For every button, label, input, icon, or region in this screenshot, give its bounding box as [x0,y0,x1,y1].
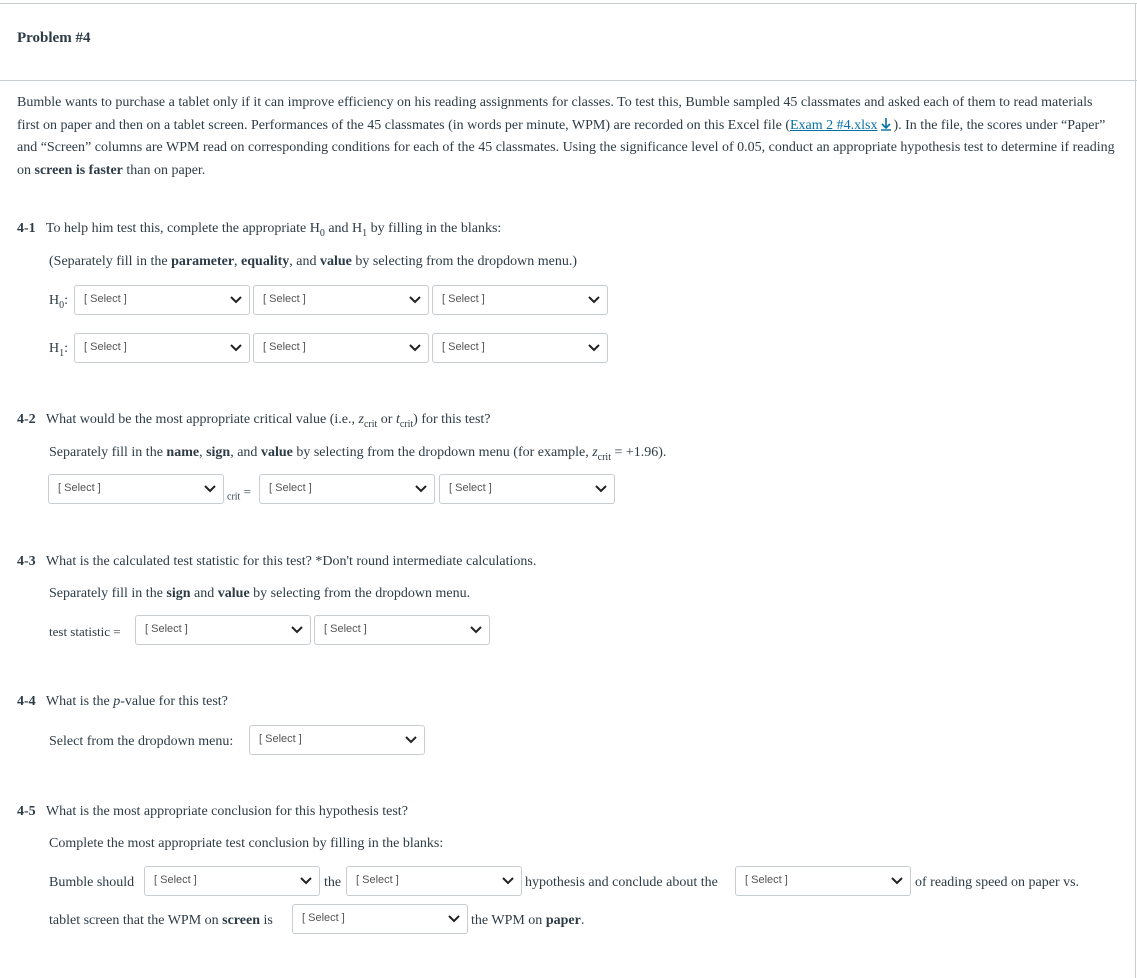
q3-instr-c: by selecting from the dropdown menu. [249,586,471,601]
header-divider [0,80,1137,81]
select-placeholder: [ Select ] [442,341,485,353]
select-placeholder: [ Select ] [442,293,485,305]
chevron-down-icon [230,344,242,352]
hypothesis-select[interactable] [346,866,522,896]
chevron-down-icon [588,296,600,304]
problem-title: Problem #4 [17,30,91,46]
crit-sign-select[interactable] [259,474,435,504]
select-placeholder: [ Select ] [269,482,312,494]
h1-letter: H [49,341,60,356]
q1-instr-sep2: , and [289,254,320,269]
chevron-down-icon [409,344,421,352]
q5-text-5a: tablet screen that the WPM on [49,913,223,928]
q3-text: What is the calculated test statistic for this test? *Don't round intermediate calculations. [45,554,537,569]
intro-bold: screen is faster [34,162,123,178]
q4-instructions: Select from the dropdown menu: [49,734,234,749]
q5-prompt [17,804,408,820]
q1-number: 4-1 [17,221,36,236]
q1-instr-c: by selecting from the dropdown menu.) [351,254,578,269]
select-placeholder: [ Select ] [84,341,127,353]
q4-text-a: What is the [45,694,114,709]
h0-label [49,293,68,311]
select-placeholder: [ Select ] [745,874,788,886]
q5-text-3: hypothesis and conclude about the [525,875,718,890]
q2-t: t [395,412,400,427]
chevron-down-icon [448,915,460,923]
intro-text-1: Bumble wants to purchase a tablet only if it can improve efficiency on his reading assignments for classes. To test this, Bumble sampled 45 classmates and asked each of them to read materials first on paper and then on a tablet screen. Performances of the 45 classmates (in words per minute, WPM) are recorded on this Excel file ( [17,95,1093,133]
crit-value-select[interactable] [439,474,615,504]
q3-prompt [17,554,536,570]
chevron-down-icon [502,877,514,885]
chevron-down-icon [291,626,303,634]
chevron-down-icon [470,626,482,634]
q2-example-z: z [592,445,598,460]
q1-instr-a: (Separately fill in the [49,254,172,269]
select-placeholder: [ Select ] [154,874,197,886]
q5-text-5c: is [259,913,273,928]
select-placeholder: [ Select ] [58,482,101,494]
intro-text-3: than on paper. [122,162,206,178]
q2-z: z [358,412,364,427]
q1-instr-parameter: parameter [171,254,235,269]
q5-number: 4-5 [17,804,36,819]
q5-text-6-paper: paper [545,913,581,928]
q3-instr-sep: and [190,586,218,601]
select-placeholder: [ Select ] [259,733,302,745]
test-statistic-label: test statistic = [49,624,121,639]
h1-value-select[interactable] [432,333,608,363]
q2-instr-a: Separately fill in the [49,445,167,460]
q1-text-a: To help him test this, complete the appropriate H [45,221,320,236]
q5-text-6c: . [580,913,585,928]
h1-colon: : [64,341,69,356]
h1-parameter-select[interactable] [74,333,250,363]
q1-instructions [49,254,577,270]
chevron-down-icon [409,296,421,304]
select-placeholder: [ Select ] [145,623,188,635]
q5-text-6a: the WPM on [471,913,546,928]
q5-text-2: the [324,875,342,890]
select-placeholder: [ Select ] [324,623,367,635]
q1-prompt [17,221,501,239]
crit-equals: $_{crit}$ = [227,484,251,503]
q5-text-5 [49,913,273,929]
h0-parameter-select[interactable] [74,285,250,315]
h1-sub: 1 [59,347,65,359]
chevron-down-icon [204,485,216,493]
problem-intro [17,92,1117,182]
q2-or: or [377,412,396,427]
q5-text-1: Bumble should [49,875,135,890]
q2-text-a: What would be the most appropriate critical value (i.e., [45,412,359,427]
select-placeholder: [ Select ] [449,482,492,494]
q1-sub-1: 1 [362,227,368,239]
q3-instr-a: Separately fill in the [49,586,167,601]
q2-example-sub: crit [597,451,611,463]
q2-instr-value: value [260,445,293,460]
chevron-down-icon [588,344,600,352]
chevron-down-icon [405,736,417,744]
chevron-down-icon [891,877,903,885]
q1-text-c: by filling in the blanks: [367,221,502,236]
q2-instr-sep1: , [199,445,207,460]
q2-number: 4-2 [17,412,36,427]
right-border [1135,3,1136,978]
select-placeholder: [ Select ] [263,293,306,305]
p-value-select[interactable] [249,725,425,755]
q2-instructions [49,445,666,463]
q5-text-5-screen: screen [222,913,260,928]
select-placeholder: [ Select ] [263,341,306,353]
q4-text-b: -value for this test? [120,694,228,709]
q5-text: What is the most appropriate conclusion for this hypothesis test? [45,804,408,819]
q3-number: 4-3 [17,554,36,569]
q2-instr-sign: sign [206,445,231,460]
h1-label [49,341,68,359]
top-border [0,3,1137,4]
q2-instr-name: name [166,445,200,460]
q1-instr-value: value [320,254,352,269]
q2-prompt [17,412,491,430]
q3-instr-sign: sign [166,586,191,601]
h1-equality-select[interactable] [253,333,429,363]
q2-zcrit-sub: crit [363,418,378,430]
q3-instr-value: value [217,586,250,601]
download-icon[interactable] [877,118,893,133]
q5-instructions: Complete the most appropriate test conclusion by filling in the blanks: [49,836,444,851]
decision-select[interactable] [144,866,320,896]
chevron-down-icon [415,485,427,493]
q5-text-4: of reading speed on paper vs. [915,875,1080,890]
crit-sub: crit [227,491,241,503]
q4-p: p [113,694,121,709]
select-placeholder: [ Select ] [302,912,345,924]
q1-sub-0: 0 [319,227,325,239]
q2-example-value: = +1.96). [610,445,667,460]
intro-text-2: ). In the file, the scores under “Paper” and “Screen” columns are WPM read on corresponding conditions for each of the 45 classmates. Using the significance level of 0.05, conduct an appropriate hypothesis test to determine if reading on [17,117,1115,178]
q5-text-6 [471,913,584,929]
h0-letter: H [49,293,60,308]
comparison-select[interactable] [292,904,468,934]
excel-file-link[interactable] [790,118,878,133]
q1-instr-sep1: , [234,254,242,269]
test-stat-sign-select[interactable] [135,615,311,645]
h0-sub: 0 [59,299,65,311]
file-link-text[interactable]: Exam 2 #4.xlsx [789,117,878,133]
q2-text-b: ) for this test? [413,412,491,427]
q2-tcrit-sub: crit [399,418,414,430]
q2-instr-sep2: , and [230,445,261,460]
q4-prompt [17,694,228,710]
q4-number: 4-4 [17,694,36,709]
conclusion-parameter-select[interactable] [735,866,911,896]
crit-name-select[interactable] [48,474,224,504]
select-placeholder: [ Select ] [356,874,399,886]
q1-text-b: and H [324,221,363,236]
q2-instr-c: by selecting from the dropdown menu (for example, [292,445,593,460]
chevron-down-icon [230,296,242,304]
select-placeholder: [ Select ] [84,293,127,305]
chevron-down-icon [300,877,312,885]
test-stat-value-select[interactable] [314,615,490,645]
h0-equality-select[interactable] [253,285,429,315]
h0-colon: : [64,293,69,308]
q3-instructions [49,586,470,602]
q1-instr-equality: equality [241,254,290,269]
chevron-down-icon [595,485,607,493]
h0-value-select[interactable] [432,285,608,315]
